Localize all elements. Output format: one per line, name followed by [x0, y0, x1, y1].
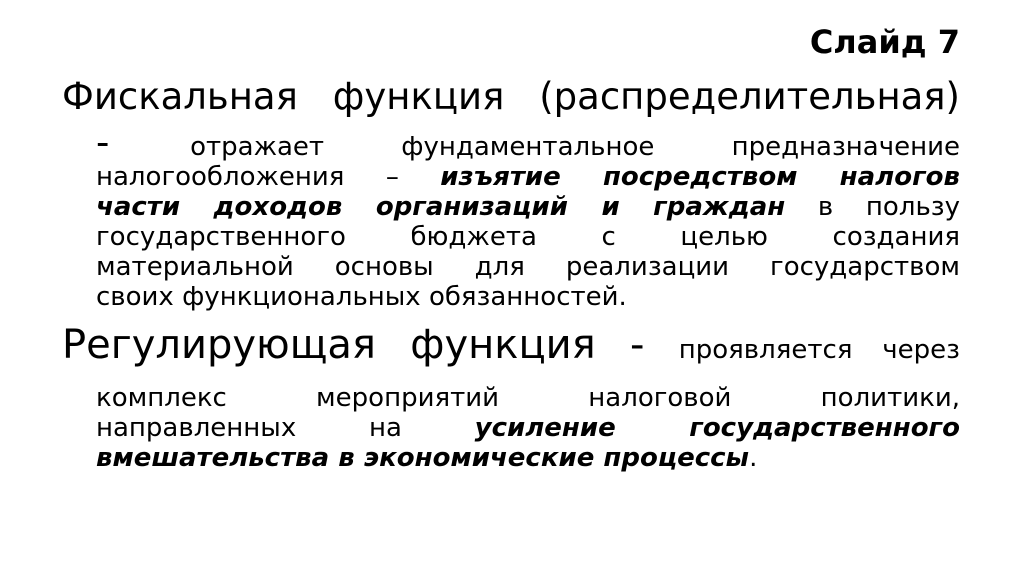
text-segment: материальной основы для реализации государством [96, 252, 960, 282]
emphasis-segment: вмешательства в экономические процессы [96, 443, 750, 473]
text-line [96, 383, 960, 413]
emphasis-segment: изъятие посредством налогов [440, 162, 960, 192]
text-line [96, 162, 960, 192]
emphasis-segment: части доходов организаций и граждан [96, 192, 786, 222]
text-segment: . [749, 443, 758, 473]
text-segment: государственного бюджета с целью создания [96, 222, 960, 252]
text-line [96, 252, 960, 282]
text-line [96, 222, 960, 252]
fiscal-function-title: Фискальная функция (распределительная) [62, 75, 960, 118]
text-line [96, 121, 960, 164]
text-segment: комплекс мероприятий налоговой политики, [96, 383, 960, 413]
text-segment: налогообложения – [96, 162, 441, 192]
text-line [96, 192, 960, 222]
text-line [96, 413, 960, 443]
text-segment: в пользу [785, 192, 960, 222]
regulating-function-body [62, 383, 960, 473]
fiscal-function-body [62, 121, 960, 312]
text-line [96, 282, 960, 312]
text-segment: своих функциональных обязанностей. [96, 282, 627, 312]
regulating-function-title: Регулирующая функция - [62, 322, 679, 368]
paragraph-fiscal-function [62, 74, 960, 312]
text-segment: направленных на [96, 413, 475, 443]
text-line [96, 443, 960, 473]
text-segment: отражает фундаментальное предназначение [190, 132, 960, 162]
large-dash-segment: - [96, 121, 191, 164]
text-segment: проявляется через [678, 335, 960, 365]
emphasis-segment: усиление государственного [474, 413, 961, 443]
text-line [62, 320, 960, 375]
slide-number: Слайд 7 [809, 23, 960, 61]
paragraph-regulating-function [62, 320, 960, 473]
